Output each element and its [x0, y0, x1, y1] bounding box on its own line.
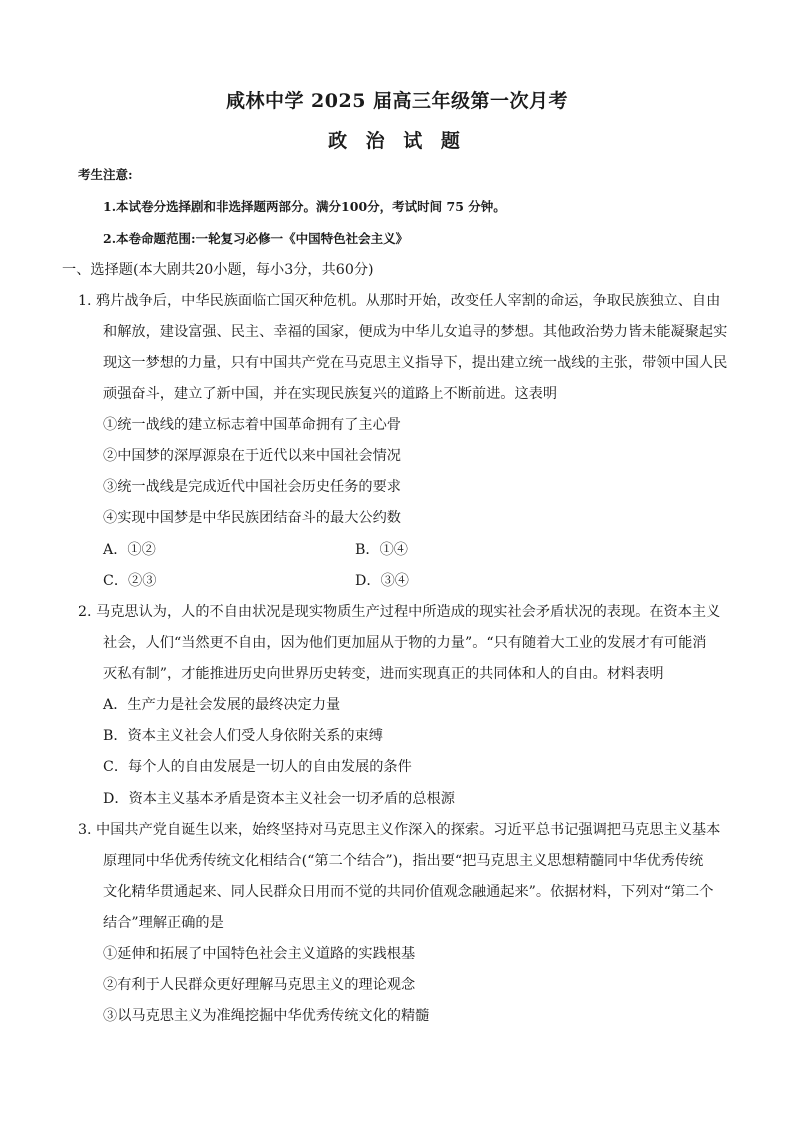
- statement: ④实现中国梦是中华民族团结奋斗的最大公约数: [103, 510, 401, 526]
- notice-item: 2.本卷命题范围:一轮复习必修一《中国特色社会主义》: [103, 231, 409, 246]
- question-line: 文化精华贯通起来、同人民群众日用而不觉的共同价值观念融通起来”。依据材料，下列对“第二个: [103, 884, 714, 900]
- statement: ②中国梦的深厚源泉在于近代以来中国社会情况: [103, 448, 401, 464]
- exam-title: 咸林中学 2025 届高三年级第一次月考: [225, 90, 569, 112]
- subject-title: 政 治 试 题: [328, 130, 466, 152]
- option-d: D．资本主义基本矛盾是资本主义社会一切矛盾的总根源: [103, 791, 455, 807]
- option-b: B．资本主义社会人们受人身依附关系的束缚: [103, 728, 383, 744]
- option-a: A．生产力是社会发展的最终决定力量: [103, 697, 341, 713]
- option-d: D．③④: [355, 573, 409, 589]
- option-c: C．每个人的自由发展是一切人的自由发展的条件: [103, 759, 412, 775]
- question-line: 灭私有制”，才能推进历史向世界历史转变，进而实现真正的共同体和人的自由。材料表明: [103, 666, 664, 682]
- notice-item: 1.本试卷分选择剧和非选择题两部分。满分100分，考试时间 75 分钟。: [103, 199, 506, 214]
- question-line: 3. 中国共产党自诞生以来，始终坚持对马克思主义作深入的探索。习近平总书记强调把马克思主义基本: [78, 822, 721, 838]
- question-line: 顽强奋斗，建立了新中国，并在实现民族复兴的道路上不断前进。这表明: [103, 386, 558, 402]
- question-line: 和解放，建设富强、民主、幸福的国家，便成为中华儿女追寻的梦想。其他政治势力皆未能凝聚起实: [103, 324, 728, 340]
- question-line: 原理同中华优秀传统文化相结合(“第二个结合”)，指出要“把马克思主义思想精髓同中华优秀传统: [103, 853, 704, 869]
- option-c: C．②③: [103, 573, 157, 589]
- option-b: B．①④: [355, 542, 408, 558]
- question-line: 2. 马克思认为，人的不自由状况是现实物质生产过程中所造成的现实社会矛盾状况的表现。在资本主义: [78, 604, 721, 620]
- section-heading: 一、选择题(本大剧共20小题，每小3分，共60分): [62, 262, 374, 278]
- statement: ③统一战线是完成近代中国社会历史任务的要求: [103, 479, 401, 495]
- statement: ②有利于人民群众更好理解马克思主义的理论观念: [103, 977, 416, 993]
- option-a: A．①②: [103, 542, 156, 558]
- statement: ①延伸和拓展了中国特色社会主义道路的实践根基: [103, 946, 416, 962]
- question-line: 社会，人们“当然更不自由，因为他们更加屈从于物的力量”。“只有随着大工业的发展才有可能消: [103, 635, 707, 651]
- statement: ①统一战线的建立标志着中国革命拥有了主心骨: [103, 417, 401, 433]
- question-line: 结合”理解正确的是: [103, 915, 224, 931]
- statement: ③以马克思主义为准绳挖掘中华优秀传统文化的精髓: [103, 1008, 430, 1024]
- question-line: 现这一梦想的力量，只有中国共产党在马克思主义指导下，提出建立统一战线的主张，带领中国人民: [103, 355, 728, 371]
- notice-label: 考生注意:: [78, 167, 133, 182]
- question-line: 1. 鸦片战争后，中华民族面临亡国灭种危机。从那时开始，改变任人宰割的命运，争取民族独立、自由: [78, 293, 721, 309]
